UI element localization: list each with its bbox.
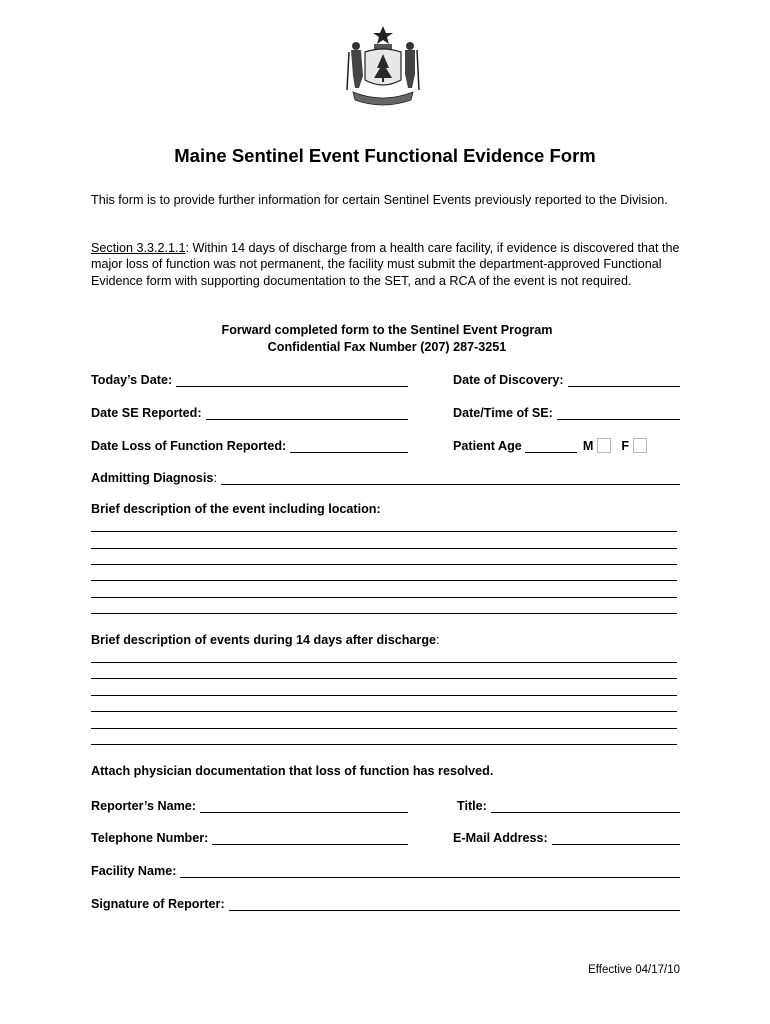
post-discharge-line[interactable] <box>91 728 677 729</box>
date-time-se-label: Date/Time of SE: <box>453 406 553 420</box>
male-checkbox[interactable] <box>597 438 611 453</box>
post-discharge-line[interactable] <box>91 662 677 663</box>
post-discharge-heading <box>91 633 440 647</box>
post-discharge-line[interactable] <box>91 695 677 696</box>
date-of-discovery-input-line[interactable] <box>568 373 680 387</box>
patient-age-input-line[interactable] <box>525 439 577 453</box>
effective-date: Effective 04/17/10 <box>588 964 680 976</box>
section-reference: Section 3.3.2.1.1 <box>91 241 186 255</box>
post-discharge-line[interactable] <box>91 711 677 712</box>
reporter-name-label: Reporter’s Name: <box>91 799 196 813</box>
date-time-se-input-line[interactable] <box>557 406 680 420</box>
date-of-discovery-field[interactable] <box>453 370 680 387</box>
date-loss-reported-label: Date Loss of Function Reported: <box>91 439 287 453</box>
telephone-field[interactable] <box>91 828 408 845</box>
date-se-reported-field[interactable] <box>91 403 408 420</box>
title-input-line[interactable] <box>491 799 680 813</box>
telephone-label: Telephone Number: <box>91 831 209 845</box>
post-discharge-heading-text: Brief description of events during 14 days after discharge <box>91 633 437 647</box>
email-input-line[interactable] <box>552 831 680 845</box>
date-se-reported-label: Date SE Reported: <box>91 406 202 420</box>
date-se-reported-input-line[interactable] <box>206 406 408 420</box>
forward-line-1: Forward completed form to the Sentinel Event Program <box>221 323 553 337</box>
date-loss-reported-input-line[interactable] <box>290 439 408 453</box>
event-description-line[interactable] <box>91 531 677 532</box>
form-title: Maine Sentinel Event Functional Evidence Form <box>174 145 596 166</box>
reporter-name-field[interactable] <box>91 796 408 813</box>
female-label: F <box>621 439 630 453</box>
todays-date-field[interactable] <box>91 370 408 387</box>
event-description-line[interactable] <box>91 597 677 598</box>
telephone-input-line[interactable] <box>212 831 408 845</box>
post-discharge-line[interactable] <box>91 744 677 745</box>
female-checkbox[interactable] <box>633 438 647 453</box>
event-description-heading: Brief description of the event including location: <box>91 502 381 516</box>
maine-state-seal <box>343 24 423 108</box>
admitting-diagnosis-field[interactable] <box>91 468 680 485</box>
section-paragraph <box>91 240 683 289</box>
intro-paragraph: This form is to provide further information for certain Sentinel Events previously reported to the Division. <box>91 193 668 207</box>
title-label: Title: <box>457 799 487 813</box>
admitting-diagnosis-input-line[interactable] <box>221 471 680 485</box>
admitting-diagnosis-colon: : <box>213 471 217 485</box>
signature-label: Signature of Reporter: <box>91 897 225 911</box>
attach-documentation-note: Attach physician documentation that loss of function has resolved. <box>91 764 494 778</box>
todays-date-label: Today’s Date: <box>91 373 173 387</box>
email-label: E-Mail Address: <box>453 831 548 845</box>
event-description-line[interactable] <box>91 548 677 549</box>
section-text: : Within 14 days of discharge from a health care facility, if evidence is discovered that the major loss of function was not permanent, the facility must submit the department-approved Functional Evidence form with supporting documentation to the SET, and a RCA of the event is not required. <box>91 241 680 288</box>
facility-name-label: Facility Name: <box>91 864 177 878</box>
title-field[interactable] <box>457 796 680 813</box>
patient-age-field <box>453 436 680 453</box>
todays-date-input-line[interactable] <box>176 373 408 387</box>
email-field[interactable] <box>453 828 680 845</box>
fax-number-line: Confidential Fax Number (207) 287-3251 <box>267 340 507 354</box>
date-time-se-field[interactable] <box>453 403 680 420</box>
patient-age-label: Patient Age <box>453 439 522 453</box>
signature-input-line[interactable] <box>229 897 680 911</box>
facility-name-field[interactable] <box>91 861 680 878</box>
signature-field[interactable] <box>91 894 680 911</box>
facility-name-input-line[interactable] <box>180 864 680 878</box>
event-description-line[interactable] <box>91 580 677 581</box>
date-loss-reported-field[interactable] <box>91 436 408 453</box>
admitting-diagnosis-label: Admitting Diagnosis <box>91 471 214 485</box>
reporter-name-input-line[interactable] <box>200 799 408 813</box>
post-discharge-line[interactable] <box>91 678 677 679</box>
event-description-line[interactable] <box>91 564 677 565</box>
post-discharge-heading-colon: : <box>436 633 440 647</box>
date-of-discovery-label: Date of Discovery: <box>453 373 564 387</box>
male-label: M <box>582 439 594 453</box>
event-description-line[interactable] <box>91 613 677 614</box>
